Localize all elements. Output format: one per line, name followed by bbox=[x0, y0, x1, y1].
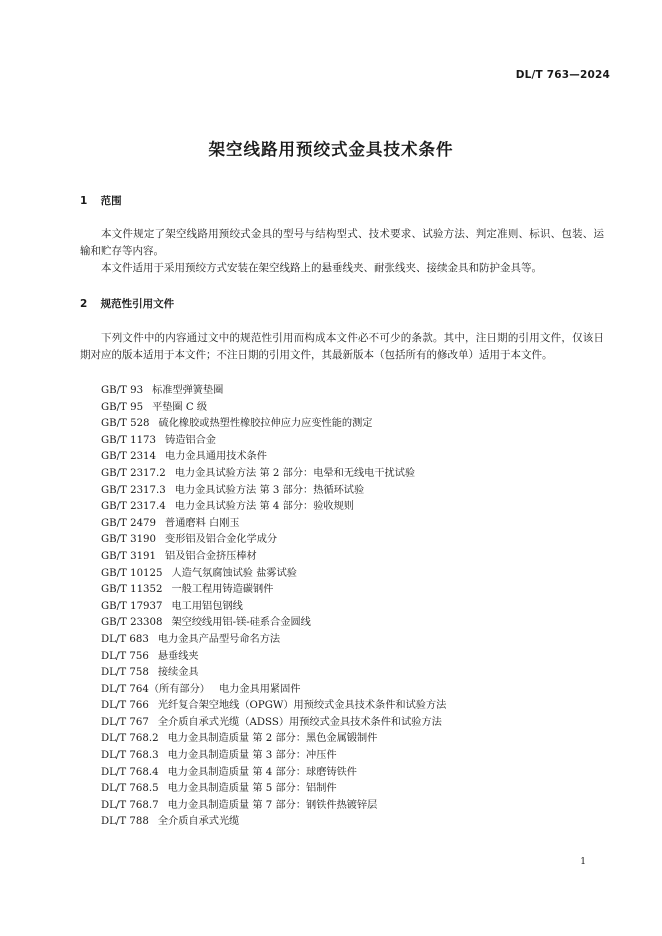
reference-code: DL/T 768.3 bbox=[101, 750, 159, 762]
reference-list bbox=[101, 383, 446, 831]
reference-code: GB/T 95 bbox=[101, 401, 144, 413]
reference-code: GB/T 2479 bbox=[101, 517, 157, 529]
reference-title: 电力金具制造质量 第 4 部分：球磨铸铁件 bbox=[167, 766, 357, 778]
reference-code: GB/T 528 bbox=[101, 418, 150, 430]
reference-code: GB/T 1173 bbox=[101, 434, 157, 446]
reference-item bbox=[101, 532, 446, 549]
reference-title: 电力金具制造质量 第 3 部分：冲压件 bbox=[167, 750, 337, 762]
reference-code: GB/T 11352 bbox=[101, 584, 163, 596]
reference-item bbox=[101, 433, 446, 450]
reference-code: DL/T 758 bbox=[101, 667, 149, 679]
reference-item bbox=[101, 400, 446, 417]
scope-paragraph-1: 本文件规定了架空线路用预绞式金具的型号与结构型式、技术要求、试验方法、判定准则、标识、包装、运输和贮存等内容。 bbox=[80, 228, 604, 257]
reference-item bbox=[101, 765, 446, 782]
document-title: 架空线路用预绞式金具技术条件 bbox=[208, 140, 454, 159]
reference-item bbox=[101, 615, 446, 632]
reference-item bbox=[101, 798, 446, 815]
reference-code: GB/T 17937 bbox=[101, 600, 163, 612]
reference-item bbox=[101, 665, 446, 682]
reference-code: DL/T 683 bbox=[101, 633, 149, 645]
reference-item bbox=[101, 383, 446, 400]
reference-title: 平垫圈 C 级 bbox=[152, 401, 208, 413]
reference-code: GB/T 2317.4 bbox=[101, 501, 166, 513]
reference-title: 电力金具制造质量 第 7 部分：钢铁件热镀锌层 bbox=[167, 799, 378, 811]
reference-code: GB/T 23308 bbox=[101, 617, 163, 629]
reference-title: 电力金具用紧固件 bbox=[218, 683, 301, 695]
reference-title: 全介质自承式光缆 bbox=[157, 816, 240, 828]
reference-item bbox=[101, 649, 446, 666]
section-number: 2 bbox=[80, 298, 88, 310]
reference-code: GB/T 2314 bbox=[101, 451, 157, 463]
reference-code: GB/T 93 bbox=[101, 385, 144, 396]
reference-item bbox=[101, 781, 446, 798]
section-title: 规范性引用文件 bbox=[100, 298, 175, 310]
reference-title: 人造气氛腐蚀试验 盐雾试验 bbox=[171, 567, 297, 579]
reference-item bbox=[101, 814, 446, 831]
scope-paragraph-2: 本文件适用于采用预绞方式安装在架空线路上的悬垂线夹、耐张线夹、接续金具和防护金具等。 bbox=[101, 262, 542, 274]
reference-code: DL/T 768.4 bbox=[101, 766, 159, 778]
reference-code: DL/T 768.7 bbox=[101, 799, 159, 811]
standard-number-header: DL/T 763—2024 bbox=[515, 69, 610, 81]
reference-item bbox=[101, 698, 446, 715]
reference-title: 悬垂线夹 bbox=[157, 650, 199, 662]
reference-title: 普通磨料 白刚玉 bbox=[165, 517, 240, 529]
reference-title: 电工用铝包钢线 bbox=[171, 600, 243, 612]
reference-title: 电力金具试验方法 第 3 部分：热循环试验 bbox=[174, 484, 365, 496]
reference-title: 接续金具 bbox=[157, 667, 199, 679]
reference-item bbox=[101, 483, 446, 500]
reference-title: 一般工程用铸造碳钢件 bbox=[171, 584, 274, 596]
reference-title: 变形铝及铝合金化学成分 bbox=[165, 534, 278, 546]
reference-item bbox=[101, 632, 446, 649]
reference-code: GB/T 2317.3 bbox=[101, 484, 166, 496]
reference-code: DL/T 767 bbox=[101, 716, 149, 728]
reference-title: 架空绞线用铝-镁-硅系合金圆线 bbox=[171, 617, 311, 629]
reference-title: 电力金具试验方法 第 2 部分：电晕和无线电干扰试验 bbox=[174, 467, 416, 479]
reference-item bbox=[101, 682, 446, 699]
reference-code: DL/T 788 bbox=[101, 816, 149, 828]
reference-title: 电力金具通用技术条件 bbox=[165, 451, 267, 463]
reference-title: 光纤复合架空地线（OPGW）用预绞式金具技术条件和试验方法 bbox=[157, 700, 447, 712]
reference-item bbox=[101, 599, 446, 616]
section-heading-normative-references bbox=[80, 296, 174, 311]
references-intro-paragraph: 下列文件中的内容通过文中的规范性引用而构成本文件必不可少的条款。其中，注日期的引用文件，仅该日期对应的版本适用于本文件；不注日期的引用文件，其最新版本（包括所有的修改单）适用于本文件。 bbox=[80, 332, 604, 361]
reference-item bbox=[101, 466, 446, 483]
reference-title: 铸造铝合金 bbox=[165, 434, 216, 446]
reference-code: GB/T 3190 bbox=[101, 534, 157, 546]
section-number: 1 bbox=[80, 195, 88, 207]
reference-item bbox=[101, 731, 446, 748]
page-number: 1 bbox=[580, 857, 586, 867]
reference-code: GB/T 10125 bbox=[101, 567, 163, 579]
reference-code: DL/T 768.2 bbox=[101, 733, 159, 745]
reference-title: 电力金具产品型号命名方法 bbox=[157, 633, 281, 645]
reference-code: GB/T 3191 bbox=[101, 550, 157, 562]
reference-title: 标准型弹簧垫圈 bbox=[152, 385, 224, 396]
reference-title: 电力金具试验方法 第 4 部分：验收规则 bbox=[174, 501, 354, 513]
reference-item bbox=[101, 499, 446, 516]
reference-title: 电力金具制造质量 第 2 部分：黑色金属锻制件 bbox=[167, 733, 378, 745]
reference-title: 硫化橡胶或热塑性橡胶拉伸应力应变性能的测定 bbox=[158, 418, 373, 430]
reference-code: DL/T 766 bbox=[101, 700, 149, 712]
reference-title: 全介质自承式光缆（ADSS）用预绞式金具技术条件和试验方法 bbox=[157, 716, 442, 728]
section-title: 范围 bbox=[100, 195, 122, 207]
section-heading-scope bbox=[80, 193, 122, 208]
reference-code: DL/T 768.5 bbox=[101, 783, 159, 795]
reference-item bbox=[101, 566, 446, 583]
reference-item bbox=[101, 549, 446, 566]
reference-item bbox=[101, 516, 446, 533]
reference-code: DL/T 764（所有部分） bbox=[101, 683, 210, 695]
reference-code: GB/T 2317.2 bbox=[101, 467, 166, 479]
reference-code: DL/T 756 bbox=[101, 650, 149, 662]
reference-title: 电力金具制造质量 第 5 部分：铝制件 bbox=[167, 783, 337, 795]
reference-item bbox=[101, 748, 446, 765]
reference-item bbox=[101, 449, 446, 466]
reference-title: 铝及铝合金挤压棒材 bbox=[165, 550, 257, 562]
reference-item bbox=[101, 715, 446, 732]
reference-item bbox=[101, 582, 446, 599]
reference-item bbox=[101, 416, 446, 433]
